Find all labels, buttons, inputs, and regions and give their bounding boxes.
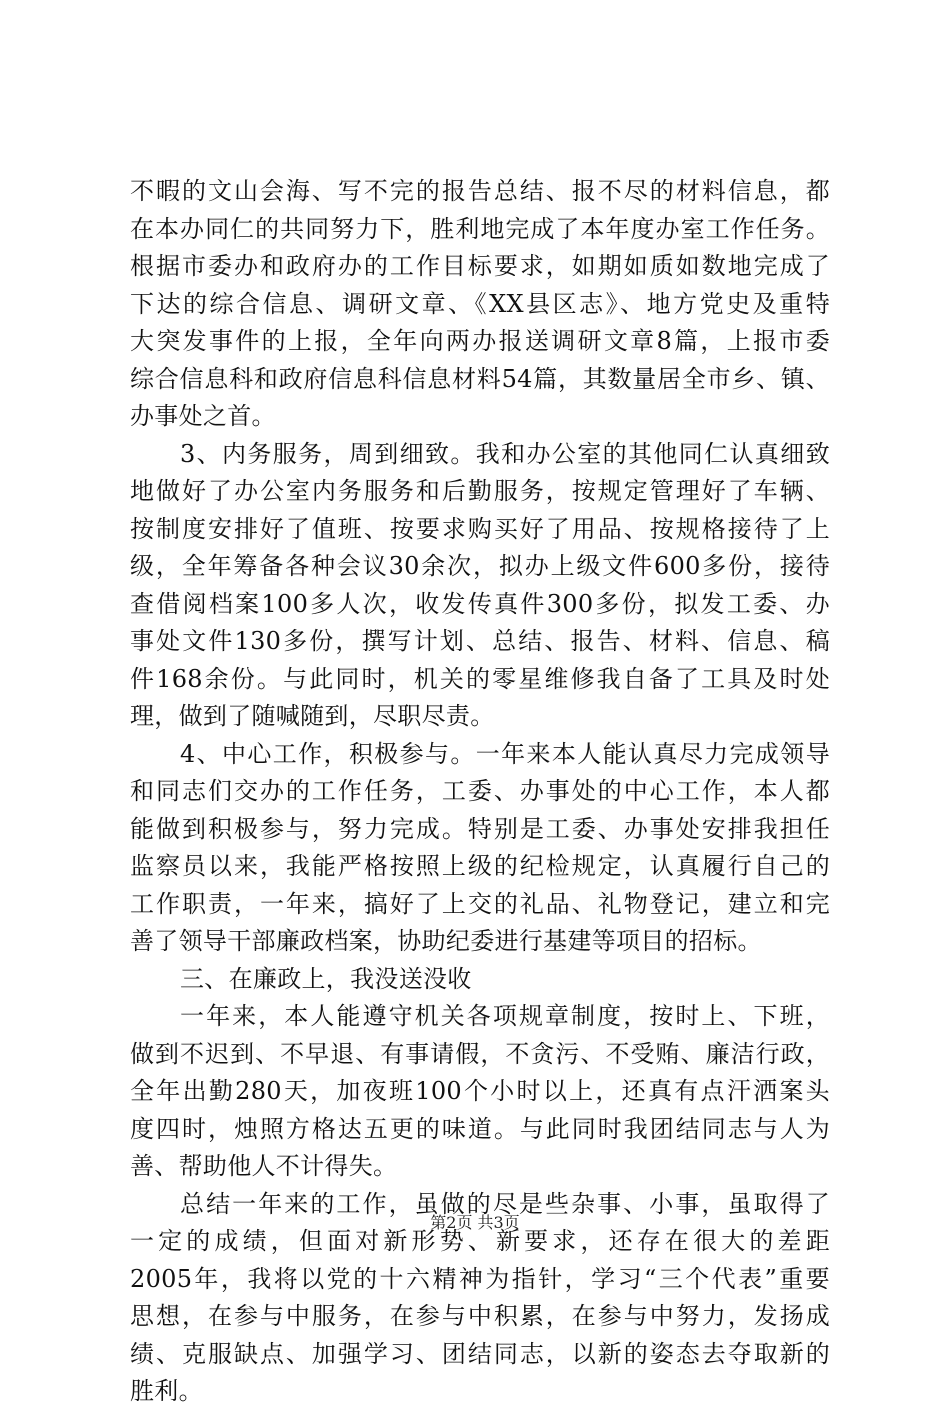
text-line: 2005年，我将以党的十六精神为指针，学习“三个代表”重要 (130, 1264, 830, 1293)
text-line: 4、中心工作，积极参与。一年来本人能认真尽力完成领导 (180, 739, 830, 768)
text-line: 监察员以来，我能严格按照上级的纪检规定，认真履行自己的 (130, 852, 830, 880)
text-line: 按制度安排好了值班、按要求购买好了用品、按规格接待了上 (130, 514, 830, 543)
text-line: 工作职责，一年来，搞好了上交的礼品、礼物登记，建立和完 (130, 889, 830, 918)
text-line: 胜利。 (130, 1377, 203, 1405)
text-line: 级，全年筹备各种会议30余次，拟办上级文件600多份，接待 (130, 552, 830, 580)
section-heading: 三、在廉政上，我没送没收 (180, 964, 472, 993)
text-line: 件168余份。与此同时，机关的零星维修我自备了工具及时处 (130, 664, 830, 693)
text-line: 事处文件130多份，撰写计划、总结、报告、材料、信息、稿 (130, 627, 830, 655)
text-line: 根据市委办和政府办的工作目标要求，如期如质如数地完成了 (130, 252, 830, 280)
text-line: 绩、克服缺点、加强学习、团结同志，以新的姿态去夺取新的 (130, 1339, 830, 1368)
text-line: 办事处之首。 (130, 402, 276, 430)
text-line: 大突发事件的上报，全年向两办报送调研文章8篇，上报市委 (130, 327, 830, 355)
text-line: 3、内务服务，周到细致。我和办公室的其他同仁认真细致 (180, 439, 830, 468)
text-line: 和同志们交办的工作任务，工委、办事处的中心工作，本人都 (130, 777, 830, 805)
text-line: 地做好了办公室内务服务和后勤服务，按规定管理好了车辆、 (130, 477, 830, 505)
text-line: 一年来，本人能遵守机关各项规章制度，按时上、下班， (180, 1002, 830, 1030)
text-line: 理，做到了随喊随到，尽职尽责。 (130, 702, 495, 730)
text-line: 一定的成绩，但面对新形势、新要求，还存在很大的差距 (130, 1227, 830, 1255)
text-line: 善了领导干部廉政档案，协助纪委进行基建等项目的招标。 (130, 927, 762, 955)
text-line: 在本办同仁的共同努力下，胜利地完成了本年度办室工作任务。 (130, 214, 830, 243)
text-line: 思想，在参与中服务，在参与中积累，在参与中努力，发扬成 (130, 1302, 830, 1330)
text-line: 下达的综合信息、调研文章、《XX县区志》、地方党史及重特 (130, 289, 830, 318)
text-line: 总结一年来的工作，虽做的尽是些杂事、小事，虽取得了 (180, 1189, 830, 1218)
text-line: 度四时，烛照方格达五更的味道。与此同时我团结同志与人为 (130, 1114, 830, 1143)
text-line: 不暇的文山会海、写不完的报告总结、报不尽的材料信息，都 (130, 177, 830, 205)
text-line: 做到不迟到、不早退、有事请假，不贪污、不受贿、廉洁行政， (130, 1039, 830, 1068)
text-line: 查借阅档案100多人次，收发传真件300多份，拟发工委、办 (130, 589, 830, 618)
text-line: 能做到积极参与，努力完成。特别是工委、办事处安排我担任 (130, 814, 830, 843)
text-line: 综合信息科和政府信息科信息材料54篇，其数量居全市乡、镇、 (130, 364, 830, 393)
text-line: 全年出勤280天，加夜班100个小时以上，还真有点汗洒案头 (130, 1077, 830, 1105)
page-number-footer: 第2页 共3页 (430, 1213, 520, 1232)
text-line: 善、帮助他人不计得失。 (130, 1152, 398, 1180)
